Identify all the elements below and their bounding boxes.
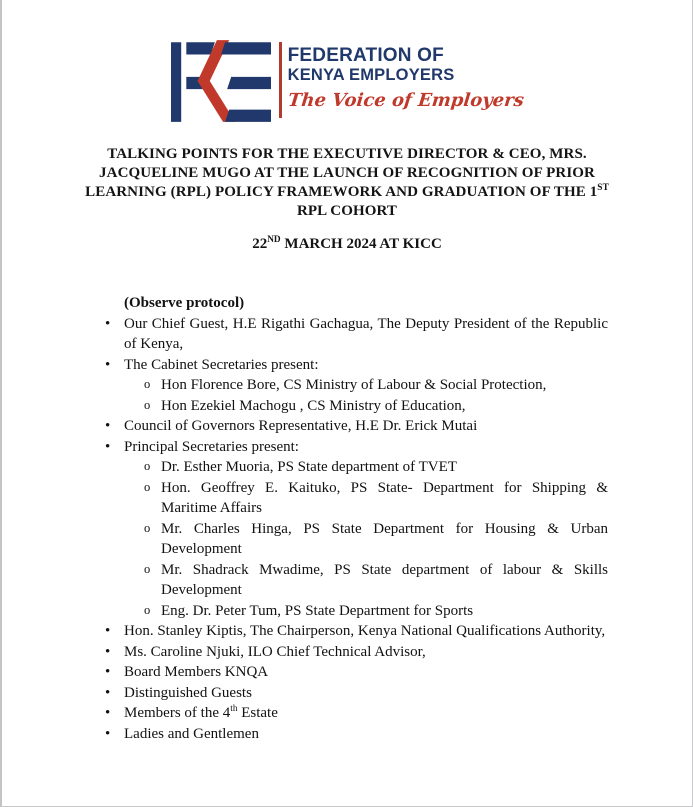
document-body (90, 293, 608, 744)
title-line-1: TALKING POINTS FOR THE EXECUTIVE DIRECTOR & CEO, MRS. (107, 146, 587, 162)
org-name-line2: KENYA EMPLOYERS (287, 66, 455, 84)
list-item: • Our Chief Guest, H.E Rigathi Gachagua, The Deputy President of the Republic of Kenya, (90, 314, 608, 355)
sub-list-item: o Mr. Charles Hinga, PS State Department for Housing & Urban Development (90, 519, 608, 560)
list-item: • Ms. Caroline Njuki, ILO Chief Technical Advisor, (90, 642, 608, 663)
sub-list-item: o Eng. Dr. Peter Tum, PS State Department for Sports (90, 601, 608, 622)
list-item: • The Cabinet Secretaries present: (90, 355, 608, 376)
title-superscript: ST (597, 183, 609, 193)
sub-list-item: o Dr. Esther Muoria, PS State department of TVET (90, 457, 608, 478)
protocol-list (90, 314, 608, 745)
org-tagline: The Voice of Employers (286, 90, 525, 111)
sub-list-item: o Hon Florence Bore, CS Ministry of Labour & Social Protection, (90, 375, 608, 396)
list-item: • Council of Governors Representative, H.E Dr. Erick Mutai (90, 416, 608, 437)
title-line-2: JACQUELINE MUGO AT THE LAUNCH OF RECOGNITION OF PRIOR (99, 165, 595, 181)
list-item: • Hon. Stanley Kiptis, The Chairperson, Kenya National Qualifications Authority, (90, 621, 608, 642)
date-ordinal: ND (267, 235, 281, 245)
date-rest: MARCH 2024 AT KICC (280, 236, 442, 252)
event-date (2, 235, 692, 254)
title-line-4: RPL COHORT (296, 203, 398, 219)
fke-logo (2, 40, 692, 124)
logo-text-block (288, 40, 524, 111)
list-item: • Ladies and Gentlemen (90, 724, 608, 745)
logo-separator (279, 42, 282, 118)
document-title (2, 145, 692, 221)
fourth-estate-superscript: th (230, 704, 238, 714)
title-line-3: LEARNING (RPL) POLICY FRAMEWORK AND GRADUATION OF THE 1ST (85, 183, 609, 200)
sub-list-item: o Mr. Shadrack Mwadime, PS State department of labour & Skills Development (90, 560, 608, 601)
fke-logo-mark (171, 40, 271, 122)
list-item: • Board Members KNQA (90, 662, 608, 683)
date-day: 22 (252, 236, 268, 252)
protocol-heading: (Observe protocol) (124, 295, 245, 311)
list-item: • Principal Secretaries present: (90, 437, 608, 458)
org-name-line1: FEDERATION OF (287, 45, 444, 66)
list-item: • Distinguished Guests (90, 683, 608, 704)
list-item: • Members of the 4th Estate (90, 703, 608, 724)
sub-list-item: o Hon. Geoffrey E. Kaituko, PS State- Department for Shipping & Maritime Affairs (90, 478, 608, 519)
sub-list-item: o Hon Ezekiel Machogu , CS Ministry of Education, (90, 396, 608, 417)
